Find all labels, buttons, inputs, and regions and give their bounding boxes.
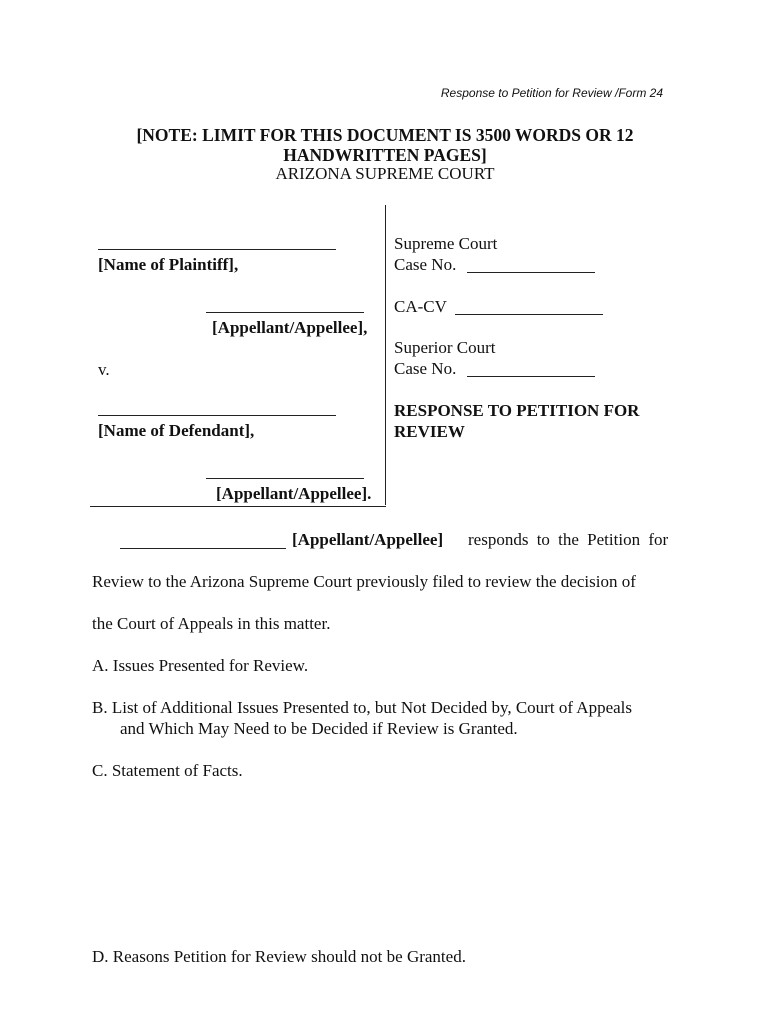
plaintiff-label-text: [Name of Plaintiff], xyxy=(98,255,239,274)
word-limit-note-line2: HANDWRITTEN PAGES] xyxy=(283,145,487,165)
versus-label: v. xyxy=(98,360,110,379)
word-limit-note-line1: [NOTE: LIMIT FOR THIS DOCUMENT IS 3500 WORDS OR 12 xyxy=(136,125,634,145)
ca-cv-label: CA-CV xyxy=(394,297,447,316)
superior-case-no-label: Case No. xyxy=(394,359,457,378)
intro-role-text: [Appellant/Appellee] xyxy=(292,530,444,549)
caption-vertical-divider xyxy=(385,205,386,505)
section-d-heading: D. Reasons Petition for Review should not be Granted. xyxy=(92,947,466,966)
section-b-heading-line1: B. List of Additional Issues Presented to, but Not Decided by, Court of Appeals xyxy=(92,698,632,717)
responding-party-blank[interactable] xyxy=(120,548,286,549)
supreme-case-no-label: Case No. xyxy=(394,255,457,274)
supreme-court-label: Supreme Court xyxy=(394,234,498,253)
defendant-role-blank[interactable] xyxy=(206,478,364,479)
supreme-case-no-blank[interactable] xyxy=(467,272,595,273)
plaintiff-name-blank[interactable] xyxy=(98,249,336,250)
form-reference: Response to Petition for Review /Form 24 xyxy=(440,86,663,100)
section-a-heading: A. Issues Presented for Review. xyxy=(92,656,309,675)
section-b-heading-line2: and Which May Need to be Decided if Review is Granted. xyxy=(120,719,518,738)
intro-line2: Review to the Arizona Supreme Court previously filed to review the decision of xyxy=(92,572,636,591)
superior-case-no-blank[interactable] xyxy=(467,376,595,377)
intro-role xyxy=(292,530,443,550)
intro-rest: responds to the Petition for xyxy=(468,530,669,549)
ca-cv-blank[interactable] xyxy=(455,314,603,315)
defendant-label: [Name of Defendant], xyxy=(98,421,255,440)
intro-line3: the Court of Appeals in this matter. xyxy=(92,614,331,633)
section-c-heading: C. Statement of Facts. xyxy=(92,761,243,780)
plaintiff-role: [Appellant/Appellee], xyxy=(212,318,368,337)
plaintiff-role-blank[interactable] xyxy=(206,312,364,313)
document-title-line1: RESPONSE TO PETITION FOR xyxy=(394,401,640,420)
plaintiff-label xyxy=(98,255,238,275)
court-name: ARIZONA SUPREME COURT xyxy=(275,164,495,183)
document-title-line2: REVIEW xyxy=(394,422,465,441)
defendant-name-blank[interactable] xyxy=(98,415,336,416)
superior-court-label: Superior Court xyxy=(394,338,496,357)
caption-bottom-rule xyxy=(90,506,386,507)
defendant-role: [Appellant/Appellee]. xyxy=(216,484,372,503)
